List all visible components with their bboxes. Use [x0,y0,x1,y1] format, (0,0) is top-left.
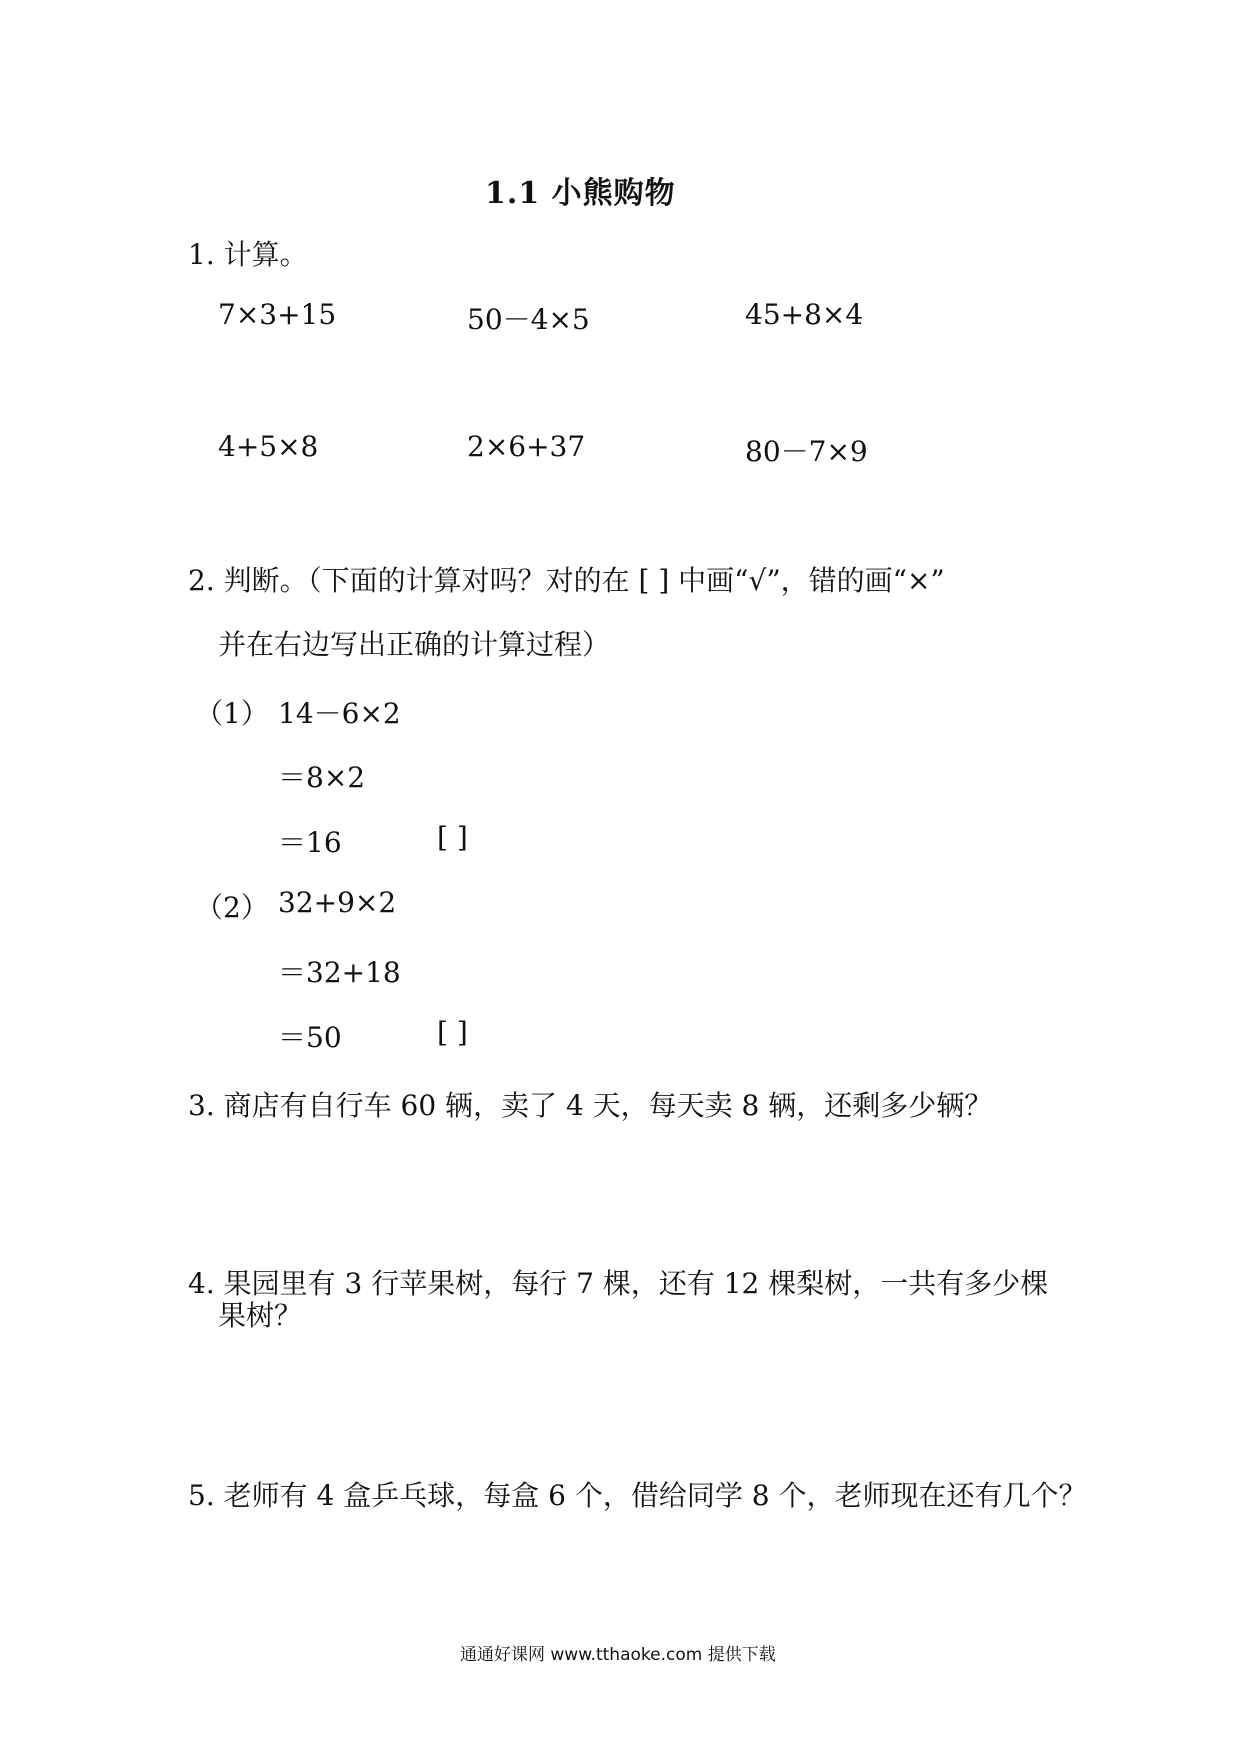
item-label: （2） [195,891,269,924]
calculation-step: 14－6×2 [278,697,401,730]
question-4: 4. 果园里有 3 行苹果树，每行 7 棵，还有 12 棵梨树，一共有多少棵 [188,1267,1049,1300]
expression: 50－4×5 [467,303,590,336]
expression: 4+5×8 [218,430,319,463]
question-5: 5. 老师有 4 盒乒乓球，每盒 6 个，借给同学 8 个，老师现在还有几个？ [188,1479,1087,1512]
question-2-prompt-continued: 并在右边写出正确的计算过程） [218,628,611,661]
calculation-step: ＝50 [278,1021,342,1054]
expression: 2×6+37 [467,430,586,463]
footer-credit: 通通好课网 www.tthaoke.com 提供下载 [460,1645,776,1665]
page-title: 1.1 小熊购物 [485,176,676,211]
question-2-prompt: 2. 判断。（下面的计算对吗？对的在 [ ] 中画“√”，错的画“×” [188,564,945,597]
question-4-continued: 果树？ [218,1299,303,1332]
item-label: （1） [195,697,269,730]
answer-box[interactable]: [ ] [437,821,468,854]
calculation-step: ＝16 [278,826,342,859]
answer-box[interactable]: [ ] [437,1016,468,1049]
expression: 45+8×4 [745,298,864,331]
calculation-step: 32+9×2 [278,886,397,919]
calculation-step: ＝8×2 [278,761,366,794]
expression: 7×3+15 [218,298,337,331]
question-1-prompt: 1. 计算。 [188,238,308,271]
calculation-step: ＝32+18 [278,956,401,989]
expression: 80－7×9 [745,435,868,468]
question-3: 3. 商店有自行车 60 辆，卖了 4 天，每天卖 8 辆，还剩多少辆？ [188,1089,993,1122]
